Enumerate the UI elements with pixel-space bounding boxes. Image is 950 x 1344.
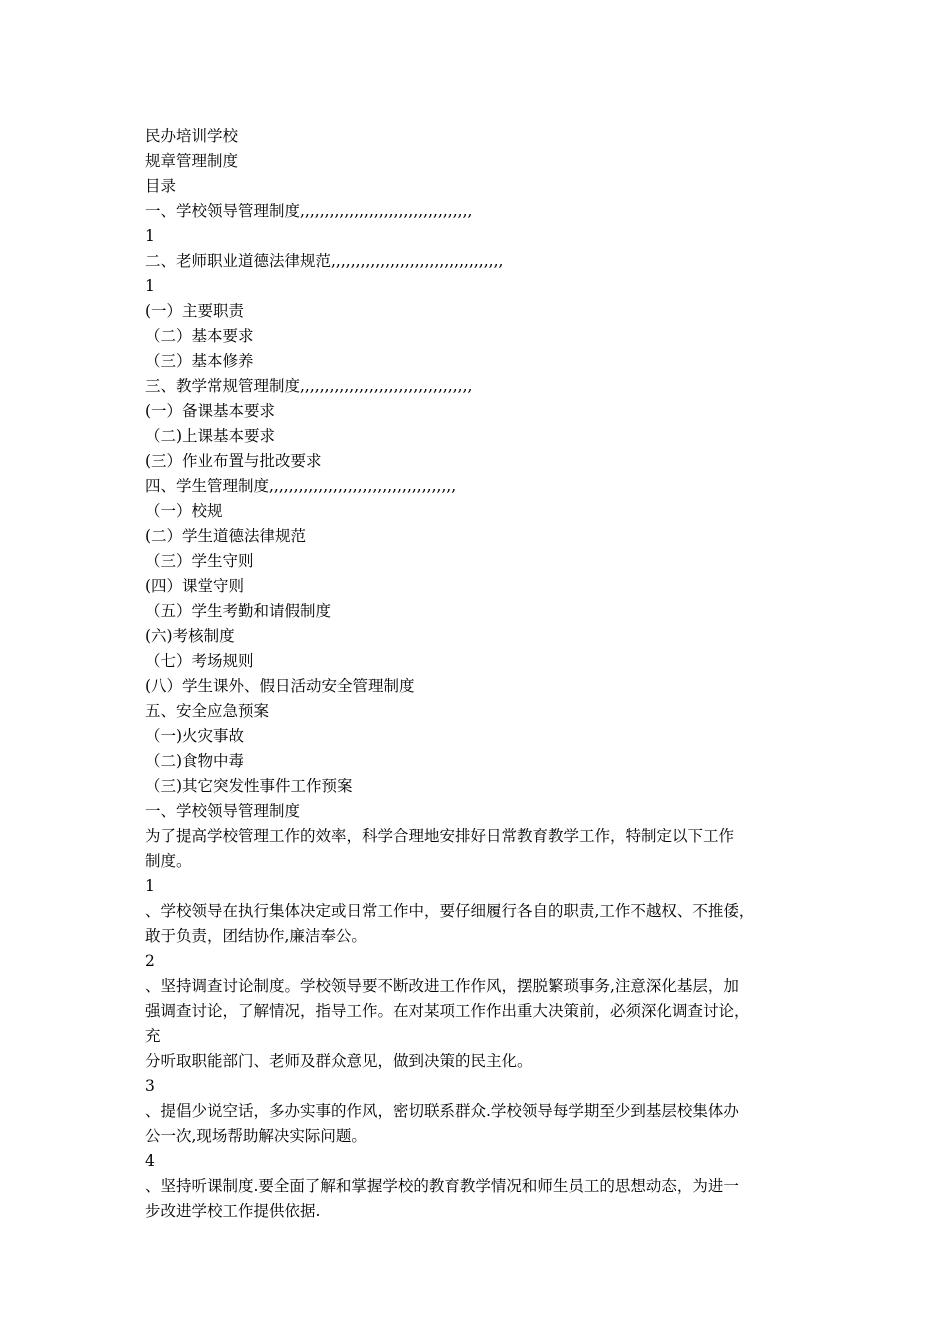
toc-page-number: 1 xyxy=(145,227,155,245)
toc-subentry: （三)其它突发性事件工作预案 xyxy=(145,777,353,795)
paragraph-line: 、学校领导在执行集体决定或日常工作中，要仔细履行各自的职责,工作不越权、不推倭， xyxy=(145,902,755,920)
paragraph-line: 、坚持调查讨论制度。学校领导要不断改进工作作风，摆脱繁琐事务,注意深化基层，加 xyxy=(145,977,739,995)
toc-entry: 五、安全应急预案 xyxy=(145,702,270,720)
section-heading: 一、学校领导管理制度 xyxy=(145,802,301,820)
paragraph-line: 、提倡少说空话，多办实事的作风，密切联系群众.学校领导每学期至少到基层校集体办 xyxy=(145,1102,739,1120)
paragraph-line: 分听取职能部门、老师及群众意见，做到决策的民主化。 xyxy=(145,1052,533,1070)
paragraph-line: 充 xyxy=(145,1027,161,1045)
toc-entry: 二、老师职业道德法律规范,,,,,,,,,,,,,,,,,,,,,,,,,,,,,,,,,,, xyxy=(145,252,504,270)
toc-subentry: （二)上课基本要求 xyxy=(145,427,276,445)
item-number: 4 xyxy=(145,1152,155,1170)
toc-subentry: （二）基本要求 xyxy=(145,327,254,345)
paragraph-line: 公一次,现场帮助解决实际问题。 xyxy=(145,1127,367,1145)
paragraph-line: 步改进学校工作提供依据. xyxy=(145,1202,321,1220)
toc-subentry: （二)食物中毒 xyxy=(145,752,245,770)
item-number: 3 xyxy=(145,1077,155,1095)
doc-subtitle: 规章管理制度 xyxy=(145,152,239,170)
item-number: 1 xyxy=(145,877,155,895)
toc-subentry: (六)考核制度 xyxy=(145,627,235,645)
item-number: 2 xyxy=(145,952,155,970)
toc-subentry: (二）学生道德法律规范 xyxy=(145,527,307,545)
toc-subentry: (四）课堂守则 xyxy=(145,577,245,595)
toc-subentry: （一）校规 xyxy=(145,502,223,520)
toc-subentry: （一)火灾事故 xyxy=(145,727,245,745)
toc-subentry: (八）学生课外、假日活动安全管理制度 xyxy=(145,677,415,695)
toc-subentry: （五）学生考勤和请假制度 xyxy=(145,602,332,620)
toc-entry: 一、学校领导管理制度,,,,,,,,,,,,,,,,,,,,,,,,,,,,,,,,,,, xyxy=(145,202,473,220)
toc-subentry: （三）基本修养 xyxy=(145,352,254,370)
toc-subentry: (一）备课基本要求 xyxy=(145,402,276,420)
toc-entry: 四、学生管理制度,,,,,,,,,,,,,,,,,,,,,,,,,,,,,,,,,,,,,, xyxy=(145,477,457,495)
toc-subentry: (三）作业布置与批改要求 xyxy=(145,452,322,470)
document-body xyxy=(145,124,805,1224)
paragraph-line: 强调查讨论，了解情况，指导工作。在对某项工作作出重大决策前，必须深化调查讨论， xyxy=(145,1002,750,1020)
toc-subentry: (一）主要职责 xyxy=(145,302,245,320)
toc-page-number: 1 xyxy=(145,277,155,295)
paragraph-line: 敢于负责，团结协作,廉洁奉公。 xyxy=(145,927,367,945)
doc-title: 民办培训学校 xyxy=(145,127,239,145)
toc-subentry: （三）学生守则 xyxy=(145,552,254,570)
paragraph-line: 为了提高学校管理工作的效率，科学合理地安排好日常教育教学工作，特制定以下工作 xyxy=(145,827,735,845)
toc-subentry: （七）考场规则 xyxy=(145,652,254,670)
paragraph-line: 、坚持听课制度.要全面了解和掌握学校的教育教学情况和师生员工的思想动态，为进一 xyxy=(145,1177,739,1195)
toc-heading: 目录 xyxy=(145,177,177,195)
toc-entry: 三、教学常规管理制度,,,,,,,,,,,,,,,,,,,,,,,,,,,,,,,,,,, xyxy=(145,377,473,395)
paragraph-line: 制度。 xyxy=(145,852,192,870)
